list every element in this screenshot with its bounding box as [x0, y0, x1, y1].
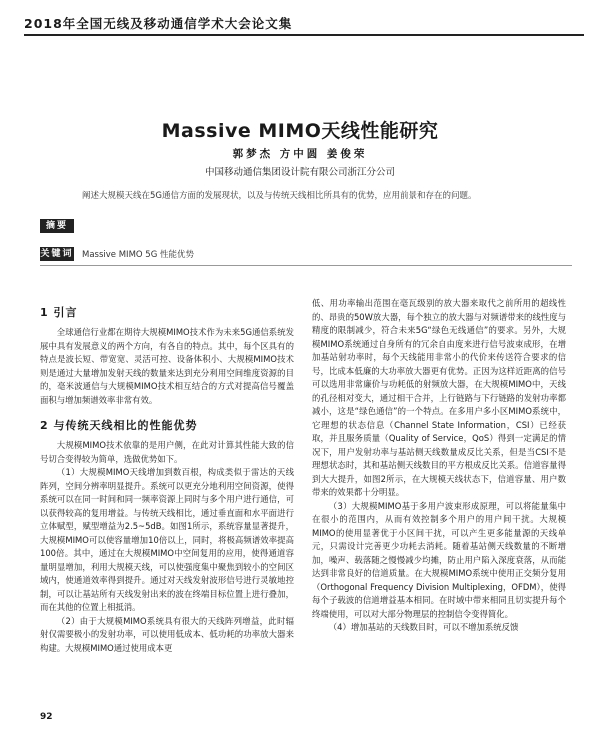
keywords-text: Massive MIMO 5G 性能优势 — [82, 250, 194, 260]
paper-title: Massive MIMO天线性能研究 — [161, 120, 439, 142]
keywords-label: 关键词 — [40, 249, 74, 259]
right-paragraph-continued: 低、用功率输出范围在毫瓦级别的放大器来取代之前所用的超线性的、昂贵的50W放大器，每个独立的放大器与对频谱带来的线性度与精度的限制减少，符合未来5G“绿色无线通信”的要求。另外，大规模MIMO系统通过自身所有的冗余自由度来进行信号波束成形，在增加基站射功率时，每个天线能用非常小的代价来传送符合要求的信号，比成本低廉的大功率放大器更有优势。正因为这样近距离的信号可以选用非常廉价与功耗低的射频放大器，在大规模MIMO中，天线的孔径相对变大，通过相干合并，上行链路与下行链路的发射功率都减小，这是“绿色通信”的一个特点。在多用户多小区MIMO系统中，它理想的状态信息（Channel State Information，CSI）已经获取，并且服务质量（Quality of Service，QoS）得到一定满足的情况下，用户发射功率与基站侧天线数量成反比关系，但是当CSI不是理想状态时，其和基站侧天线数目的平方根成反比关系。信道容量得到大大提升，如图2所示，在大规模天线状态下，信道容量、用户数带来的效果都十分明显。 — [312, 298, 566, 497]
paper-authors: 郭梦杰 方中圆 姜俊荣 — [232, 148, 368, 160]
section-heading-introduction: 1 引言 — [40, 306, 78, 319]
right-paragraph-4: （4）增加基站的天线数目时，可以不增加系统反馈 — [328, 622, 519, 632]
page-number: 92 — [40, 712, 53, 722]
abstract-label: 摘要 — [40, 219, 74, 233]
left-column — [40, 298, 294, 655]
introduction-paragraph: 全球通信行业都在期待大规模MIMO技术作为未来5G通信系统发展中具有发展意义的两个方向，有各自的特点。其中，每个区具有的特点是波长短、带宽宽、灵活可控、设备体积小、大规模MIMO技术则是通过大量增加发射天线的数量来达到充分利用空间维度资源的目的，毫米波通信与大规模MIMO技术相互结合的方式对提高信号覆盖面积与增加频谱效率非常有效。 — [40, 327, 294, 405]
proceedings-title: 2018年全国无线及移动通信学术大会论文集 — [24, 16, 293, 31]
header-rule — [24, 34, 584, 36]
abstract-text: 阐述大规模天线在5G通信方面的发展现状，以及与传统天线相比所具有的优势，应用前景和存在的问题。 — [82, 191, 477, 201]
advantages-paragraph-1: （1）大规模MIMO天线增加到数百根，构成类似于雷达的天线阵列，空间分辨率明显提升。系统可以更充分地利用空间资源，使得系统可以在同一时间和同一频率资源上同时与多个用户进行通信，可以获得较高的复用增益。与传统天线相比，通过垂直面和水平面进行立体赋型，赋型增益为2.5~5dB。如图1所示，系统容量显著提升，大规模MIMO可以使容量增加10倍以上，同时，将极高频谱效率提高100倍。其中，通过在大规模MIMO中空间复用的应用，使得通道容量明显增加，利用大规模天线，可以使强度集中聚焦到较小的空间区域内，使通道效率得到提升。通过对天线发射波形信号进行灵敏地控制，可以让基站所有天线发射出来的波在终端目标位置上进行叠加，而在其他的位置上相抵消。 — [40, 467, 294, 612]
running-header — [24, 14, 584, 36]
section-heading-advantages: 2 与传统天线相比的性能优势 — [40, 419, 198, 432]
paper-affiliation: 中国移动通信集团设计院有限公司浙江分公司 — [204, 167, 395, 178]
right-paragraph-3: （3）大规模MIMO基于多用户波束形成原理，可以将能量集中在很小的范围内，从而有效控制多个用户的用户间干扰。大规模MIMO的使用显著优于小区间干扰，可以产生更多能量源的天线单元，只需设计完善更少功耗去消耗。随着基站侧天线数量的不断增加，噪声、载落随之慢慢减少均摊，防止用户陷入深度衰落，从而能达到非常良好的信道质量。在大规模MIMO系统中使用正交频分复用（Orthogonal Frequency Division Multiplexing，OFDM），使得每个子载波的信道增益基本相同。在时域中带来相同且切实提升每个终端使用，可以对大部分物理层的控制信令变得简化。 — [312, 500, 566, 619]
advantages-paragraph-2: （2）由于大规模MIMO系统具有很大的天线阵列增益，此时辐射仅需要极小的发射功率，可以使用低成本、低功耗的功率放大器来构建。大规模MIMO通过使用成本更 — [40, 615, 294, 653]
right-column — [312, 297, 566, 635]
advantages-paragraph-intro: 大规模MIMO技术依靠的是用户侧，在此对计算其性能大致的信号切合变得较为简单，选做优势如下。 — [40, 440, 294, 464]
section-divider — [40, 265, 572, 266]
